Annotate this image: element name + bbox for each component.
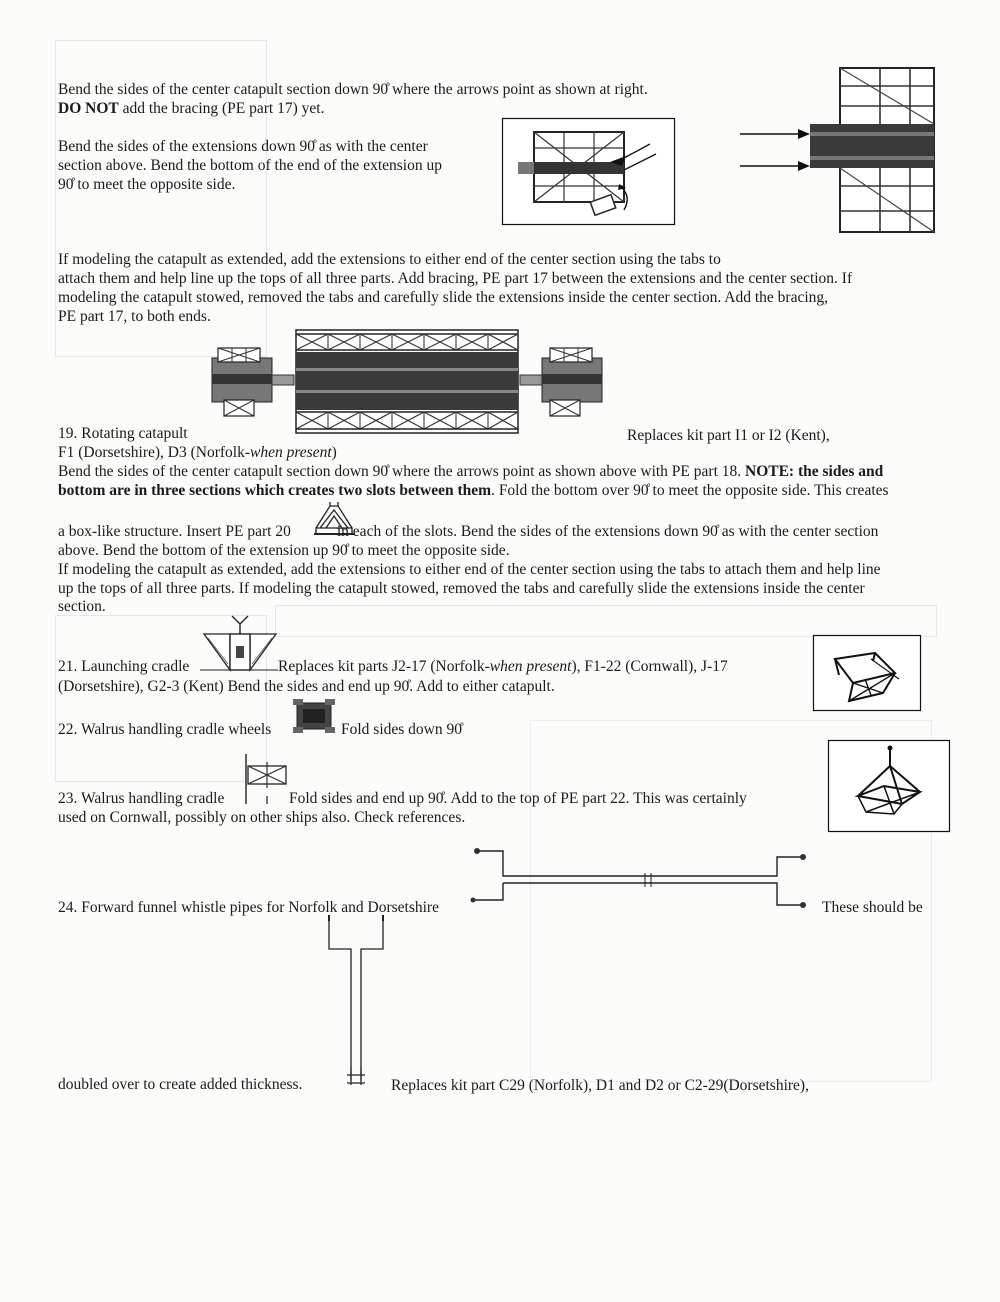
step-19-line-3 xyxy=(58,462,883,481)
whistle-pipe-icon xyxy=(465,843,815,911)
extended-line-3: modeling the catapult stowed, removed the tabs and carefully slide the extensions inside the center section. Add the bracing, xyxy=(58,289,829,306)
step-24-right-text: These should be xyxy=(822,899,923,916)
step-22-instruction: Fold sides down 90̊ xyxy=(341,721,462,738)
extensions-line-2: section above. Bend the bottom of the end of the extension up xyxy=(58,157,442,174)
step-23-instruction: Fold sides and end up 90̊. Add to the top of PE part 22. This was certainly xyxy=(289,790,747,807)
launching-cradle-icon xyxy=(200,614,278,672)
catapult-assembly-icon xyxy=(210,330,615,433)
catapult-arrows-closeup-icon xyxy=(740,66,936,234)
intro-line-1: Bend the sides of the center catapult section down 90̊ where the arrows point as shown at right. xyxy=(58,81,648,98)
extensions-line-3: 90̊ to meet the opposite side. xyxy=(58,176,236,193)
step-19-note-continued: bottom are in three sections which creates two slots between them xyxy=(58,482,492,499)
step-21-replaces-b: ), F1-22 (Cornwall), J-17 xyxy=(571,658,728,675)
step-21-replaces xyxy=(278,657,728,676)
do-not-warning: DO NOT xyxy=(58,100,119,117)
extended-line-2: attach them and help line up the tops of all three parts. Add bracing, PE part 17 between the extensions and the center section. If xyxy=(58,270,853,287)
step-19-line-4 xyxy=(58,481,889,500)
step-19-replaces: Replaces kit part I1 or I2 (Kent), xyxy=(627,427,830,444)
step-24-title: 24. Forward funnel whistle pipes for Norfolk and Dorsetshire xyxy=(58,899,439,916)
step-19-line-6: above. Bend the bottom of the extension up 90̊ to meet the opposite side. xyxy=(58,542,510,559)
extensions-line-1: Bend the sides of the extensions down 90̊ as with the center xyxy=(58,138,428,155)
whistle-pipe-icon xyxy=(323,915,389,1087)
step-22-title: 22. Walrus handling cradle wheels xyxy=(58,721,272,738)
step-24-bottom-left: doubled over to create added thickness. xyxy=(58,1076,303,1093)
intro-line-2 xyxy=(58,99,324,118)
step-19-title: 19. Rotating catapult xyxy=(58,425,188,442)
walrus-cradle-3d-icon xyxy=(828,740,950,832)
step-24-bottom-right: Replaces kit part C29 (Norfolk), D1 and D2 or C2-29(Dorsetshire), xyxy=(391,1077,809,1094)
step-19-when-present: when present xyxy=(250,444,332,461)
intro-line-2-rest: add the bracing (PE part 17) yet. xyxy=(118,100,325,117)
step-19-line-3-a: Bend the sides of the center catapult section down 90̊ where the arrows point as shown above with PE part 18. xyxy=(58,463,745,480)
step-19-line-8: up the tops of all three parts. If modeling the catapult stowed, removed the tabs and carefully slide the extensions inside the center xyxy=(58,580,865,597)
step-19-line-5 xyxy=(58,522,878,541)
step-19-line-9: section. xyxy=(58,598,106,615)
step-21-title: 21. Launching cradle xyxy=(58,658,190,675)
step-19-line-5-b: in each of the slots. Bend the sides of the extensions down 90̊ as with the center section xyxy=(336,523,879,540)
step-19-line-2 xyxy=(58,443,337,462)
cradle-3d-view-icon xyxy=(813,635,921,711)
step-19-note: NOTE: the sides and xyxy=(745,463,884,480)
extended-line-1: If modeling the catapult as extended, add the extensions to either end of the center section using the tabs to xyxy=(58,251,721,268)
step-19-line-7: If modeling the catapult as extended, add the extensions to either end of the center section using the tabs to attach them and help line xyxy=(58,561,881,578)
step-19-line-4-rest: . Fold the bottom over 90̊ to meet the opposite side. This creates xyxy=(491,482,889,499)
pe-part-20-icon xyxy=(312,500,356,536)
walrus-cradle-icon xyxy=(240,752,290,806)
step-23-title: 23. Walrus handling cradle xyxy=(58,790,225,807)
step-23-line-2: used on Cornwall, possibly on other ships also. Check references. xyxy=(58,809,466,826)
step-21-when-present: when present xyxy=(489,658,572,675)
extended-line-4: PE part 17, to both ends. xyxy=(58,308,211,325)
step-21-line-2: (Dorsetshire), G2-3 (Kent) Bend the sides and end up 90̊. Add to either catapult. xyxy=(58,678,555,695)
step-21-replaces-a: Replaces kit parts J2-17 (Norfolk- xyxy=(278,658,490,675)
step-19-line-2-b: ) xyxy=(331,444,337,461)
bleed-through-panel xyxy=(275,605,937,637)
catapult-fold-diagram-icon xyxy=(502,118,675,225)
cradle-wheels-icon xyxy=(291,697,337,737)
step-19-line-2-a: F1 (Dorsetshire), D3 (Norfolk- xyxy=(58,444,250,461)
step-19-line-5-a: a box-like structure. Insert PE part 20 xyxy=(58,523,291,540)
